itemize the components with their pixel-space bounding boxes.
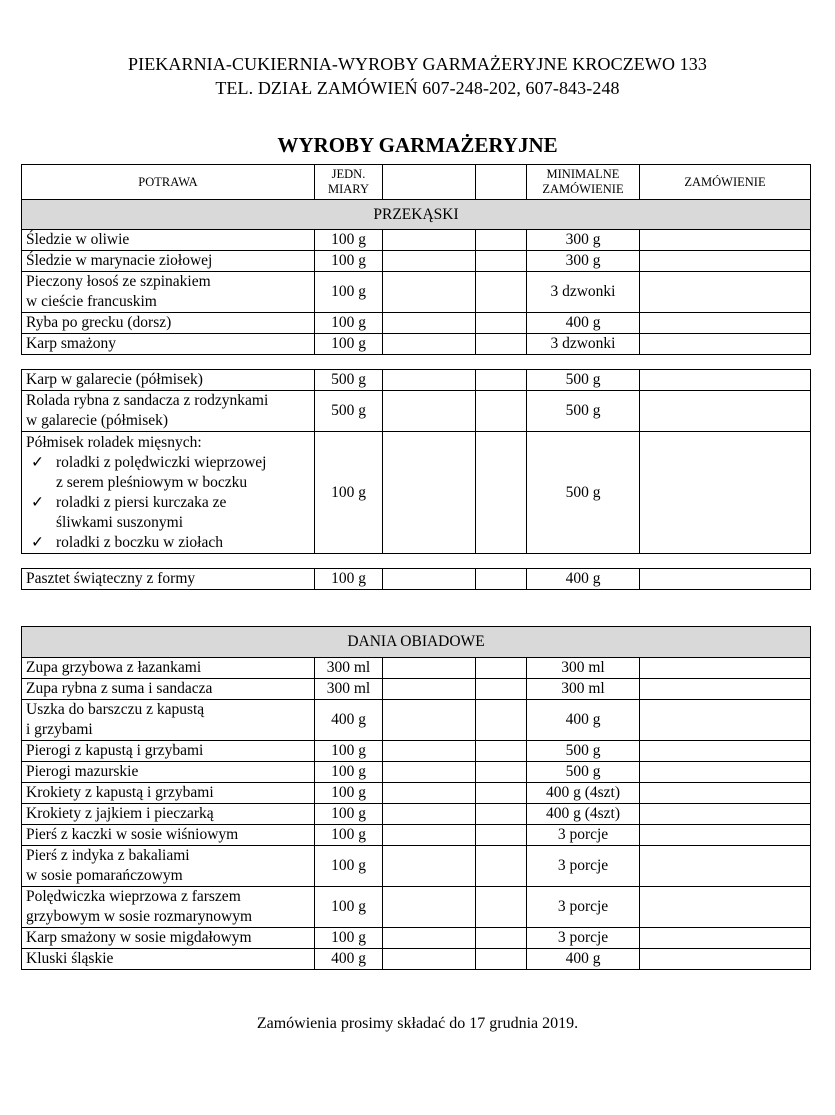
dish-name: Śledzie w oliwie [22,230,315,251]
dish-name [22,700,315,741]
min-order-cell: 3 dzwonki [527,334,640,355]
blank-cell [383,370,476,391]
blank-cell [383,949,476,970]
blank-cell [383,825,476,846]
blank-cell [476,783,527,804]
order-cell[interactable] [640,887,811,928]
dish-name: Pierś z kaczki w sosie wiśniowym [22,825,315,846]
blank-cell [383,230,476,251]
table-row [22,679,811,700]
dish-name-line: i grzybami [26,721,93,738]
unit-cell: 100 g [315,272,383,313]
platter-item-text: roladki z piersi kurczaka ze [56,493,227,511]
order-cell[interactable] [640,804,811,825]
unit-cell: 100 g [315,230,383,251]
list-item [26,533,310,553]
table-row [22,313,811,334]
unit-cell: 100 g [315,251,383,272]
blank-cell [383,251,476,272]
unit-cell: 100 g [315,846,383,887]
col-header-zamowienie: ZAMÓWIENIE [640,165,811,200]
dish-name-line: Pieczony łosoś ze szpinakiem [26,273,211,290]
checkmark-icon: ✓ [31,493,44,511]
checkmark-icon: ✓ [31,453,44,471]
order-cell[interactable] [640,783,811,804]
unit-cell: 100 g [315,783,383,804]
order-cell[interactable] [640,928,811,949]
platter-item-continuation: z serem pleśniowym w boczku [56,473,248,491]
dish-name-line: w galarecie (półmisek) [26,412,169,429]
order-cell[interactable] [640,313,811,334]
min-order-cell: 300 ml [527,679,640,700]
unit-cell: 500 g [315,370,383,391]
min-order-cell: 400 g (4szt) [527,804,640,825]
main-dishes-table [21,626,811,970]
dish-name: Zupa rybna z suma i sandacza [22,679,315,700]
table-row [22,846,811,887]
order-cell[interactable] [640,272,811,313]
table-row [22,251,811,272]
blank-cell [476,569,527,590]
unit-cell: 100 g [315,313,383,334]
dish-name-line: w cieście francuskim [26,293,157,310]
row-spacer [22,554,811,569]
min-order-cell: 300 ml [527,658,640,679]
order-cell[interactable] [640,825,811,846]
blank-cell [476,762,527,783]
blank-cell [383,846,476,887]
spacer-cell [22,355,811,370]
table-row [22,783,811,804]
min-order-cell: 400 g [527,700,640,741]
table-row [22,569,811,590]
dish-name: Zupa grzybowa z łazankami [22,658,315,679]
dish-name-line: Polędwiczka wieprzowa z farszem [26,888,241,905]
col-header-jedn-line1: JEDN. [331,167,366,181]
table-row [22,334,811,355]
order-cell[interactable] [640,432,811,554]
checkmark-icon: ✓ [31,533,44,551]
col-header-jedn-miary [315,165,383,200]
platter-item-text: roladki z polędwiczki wieprzowej [56,453,267,471]
min-order-cell: 500 g [527,432,640,554]
blank-cell [383,804,476,825]
unit-cell: 100 g [315,334,383,355]
unit-cell: 100 g [315,432,383,554]
blank-cell [383,165,476,200]
products-table [21,164,811,590]
blank-cell [383,569,476,590]
blank-cell [476,846,527,887]
blank-cell [476,251,527,272]
dish-name-line: Uszka do barszczu z kapustą [26,701,205,718]
unit-cell: 100 g [315,887,383,928]
blank-cell [383,741,476,762]
blank-cell [476,887,527,928]
blank-cell [476,272,527,313]
col-header-potrawa: POTRAWA [22,165,315,200]
blank-cell [383,887,476,928]
min-order-cell: 3 porcje [527,928,640,949]
col-header-min-line2: ZAMÓWIENIE [542,182,624,196]
blank-cell [476,804,527,825]
dish-name: Karp smażony [22,334,315,355]
row-spacer [22,355,811,370]
dish-name: Kluski śląskie [22,949,315,970]
col-header-jedn-line2: MIARY [328,182,369,196]
blank-cell [476,313,527,334]
unit-cell: 100 g [315,762,383,783]
list-item [26,453,310,473]
dish-name-line: w sosie pomarańczowym [26,867,183,884]
table-row [22,887,811,928]
dish-name-line: Pierś z indyka z bakaliami [26,847,190,864]
unit-cell: 400 g [315,949,383,970]
unit-cell: 300 ml [315,658,383,679]
min-order-cell: 500 g [527,741,640,762]
blank-cell [476,391,527,432]
min-order-cell: 300 g [527,230,640,251]
min-order-cell: 500 g [527,762,640,783]
dish-name [22,391,315,432]
platter-item-continuation: śliwkami suszonymi [56,513,184,531]
dish-name: Ryba po grecku (dorsz) [22,313,315,334]
blank-cell [476,741,527,762]
table-row [22,391,811,432]
platter-title: Półmisek roladek mięsnych: [26,433,202,451]
table-row [22,804,811,825]
order-cell[interactable] [640,762,811,783]
table-row [22,700,811,741]
blank-cell [476,230,527,251]
unit-cell: 100 g [315,928,383,949]
order-cell[interactable] [640,679,811,700]
table-row [22,272,811,313]
unit-cell: 100 g [315,569,383,590]
blank-cell [476,334,527,355]
unit-cell: 300 ml [315,679,383,700]
unit-cell: 100 g [315,825,383,846]
dish-name: Pierogi z kapustą i grzybami [22,741,315,762]
table-row [22,370,811,391]
dish-name-line: Rolada rybna z sandacza z rodzynkami [26,392,269,409]
min-order-cell: 500 g [527,391,640,432]
min-order-cell: 400 g (4szt) [527,783,640,804]
table-row [22,230,811,251]
unit-cell: 400 g [315,700,383,741]
blank-cell [383,313,476,334]
order-cell[interactable] [640,700,811,741]
blank-cell [383,334,476,355]
blank-cell [476,658,527,679]
table-row-platter [22,432,811,554]
spacer-cell [22,554,811,569]
blank-cell [476,165,527,200]
min-order-cell: 400 g [527,949,640,970]
page-title: WYROBY GARMAŻERYJNE [277,133,558,157]
order-cell[interactable] [640,391,811,432]
col-header-min-zamowienie [527,165,640,200]
unit-cell: 100 g [315,741,383,762]
list-item [26,493,310,513]
table-header-row [22,165,811,200]
blank-cell [476,432,527,554]
table-row [22,949,811,970]
min-order-cell: 300 g [527,251,640,272]
blank-cell [383,679,476,700]
dish-name-line: grzybowym w sosie rozmarynowym [26,908,252,925]
blank-cell [383,272,476,313]
section-header-przekaski [22,200,811,230]
dish-name: Pasztet świąteczny z formy [22,569,315,590]
blank-cell [476,928,527,949]
order-cell[interactable] [640,569,811,590]
unit-cell: 500 g [315,391,383,432]
blank-cell [383,783,476,804]
unit-cell: 100 g [315,804,383,825]
dish-name: Śledzie w marynacie ziołowej [22,251,315,272]
order-cell[interactable] [640,846,811,887]
table-row [22,928,811,949]
dish-name: Krokiety z jajkiem i pieczarką [22,804,315,825]
table-row [22,762,811,783]
table-row [22,658,811,679]
blank-cell [476,679,527,700]
blank-cell [383,700,476,741]
min-order-cell: 400 g [527,569,640,590]
dish-name: Karp w galarecie (półmisek) [22,370,315,391]
order-cell[interactable] [640,334,811,355]
min-order-cell: 3 porcje [527,825,640,846]
min-order-cell: 500 g [527,370,640,391]
blank-cell [383,658,476,679]
order-cell[interactable] [640,658,811,679]
blank-cell [383,391,476,432]
col-header-min-line1: MINIMALNE [546,167,620,181]
order-cell[interactable] [640,741,811,762]
order-cell[interactable] [640,370,811,391]
table-row [22,741,811,762]
min-order-cell: 3 porcje [527,887,640,928]
order-cell[interactable] [640,230,811,251]
order-cell[interactable] [640,949,811,970]
section-title: DANIA OBIADOWE [22,627,811,658]
blank-cell [383,432,476,554]
section-title: PRZEKĄSKI [22,200,811,230]
order-deadline-note: Zamówienia prosimy składać do 17 grudnia 2019. [256,1015,579,1032]
dish-name [22,272,315,313]
dish-name [22,432,315,554]
dish-name: Pierogi mazurskie [22,762,315,783]
min-order-cell: 400 g [527,313,640,334]
section-header-dania [22,627,811,658]
table-row [22,825,811,846]
dish-name: Karp smażony w sosie migdałowym [22,928,315,949]
blank-cell [476,700,527,741]
blank-cell [383,762,476,783]
header-line-1: PIEKARNIA-CUKIERNIA-WYROBY GARMAŻERYJNE KROCZEWO 133 [127,54,707,74]
blank-cell [476,825,527,846]
dish-name: Krokiety z kapustą i grzybami [22,783,315,804]
blank-cell [476,370,527,391]
dish-name [22,887,315,928]
min-order-cell: 3 dzwonki [527,272,640,313]
header-line-2: TEL. DZIAŁ ZAMÓWIEŃ 607-248-202, 607-843-248 [215,78,620,98]
dish-name [22,846,315,887]
order-cell[interactable] [640,251,811,272]
platter-item-text: roladki z boczku w ziołach [56,533,223,551]
blank-cell [476,949,527,970]
min-order-cell: 3 porcje [527,846,640,887]
blank-cell [383,928,476,949]
